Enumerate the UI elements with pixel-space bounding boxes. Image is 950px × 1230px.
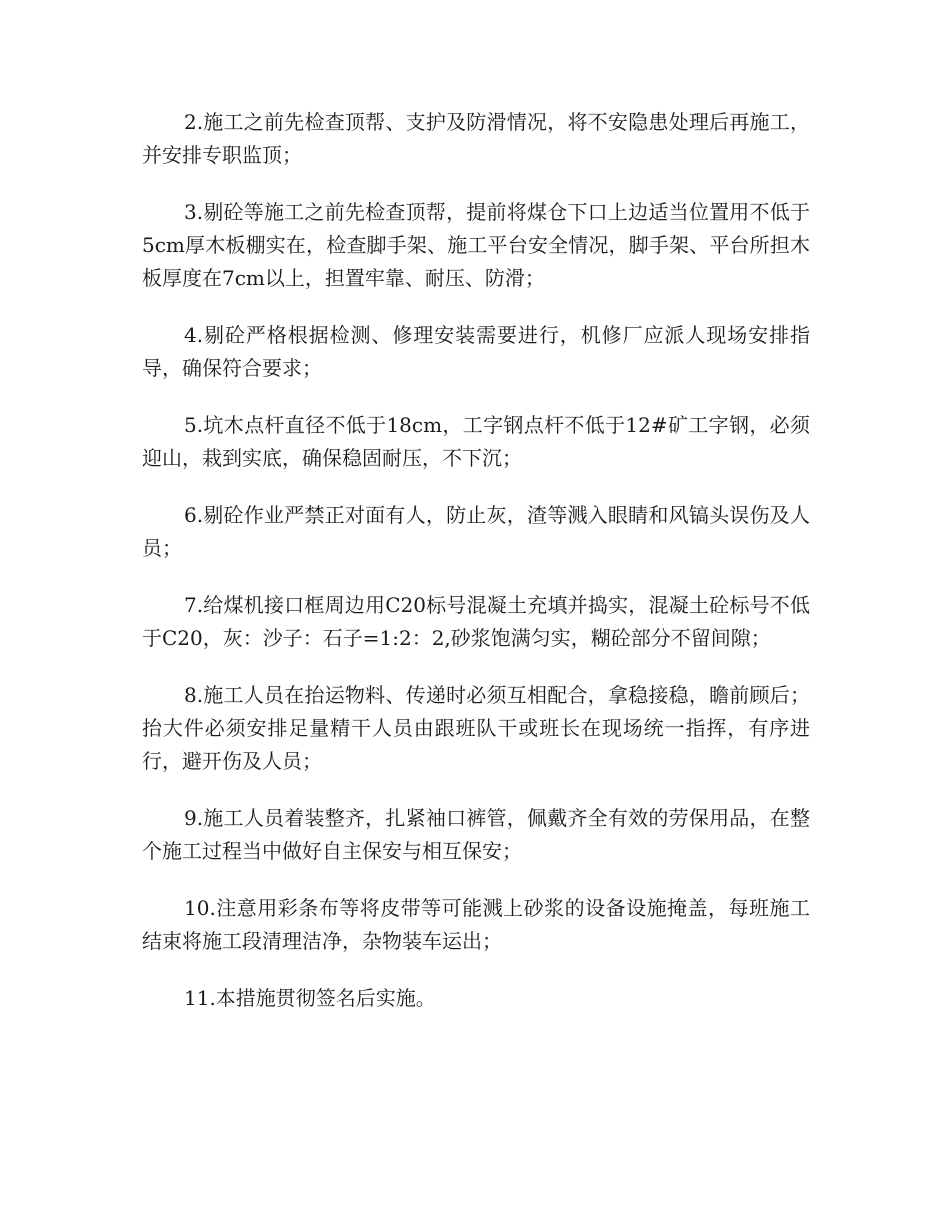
measure-item-6: 6.剔砼作业严禁正对面有人，防止灰，渣等溅入眼睛和风镐头误伤及人员； — [142, 503, 810, 560]
measure-item-5: 5.坑木点杆直径不低于18cm，工字钢点杆不低于12#矿工字钢，必须迎山，栽到实底，确保稳固耐压，不下沉； — [142, 413, 810, 470]
measure-item-2: 2.施工之前先检查顶帮、支护及防滑情况，将不安隐患处理后再施工，并安排专职监顶； — [142, 110, 810, 167]
measure-item-10: 10.注意用彩条布等将皮带等可能溅上砂浆的设备设施掩盖，每班施工结束将施工段清理洁净，杂物装车运出； — [142, 896, 810, 953]
measure-item-11: 11.本措施贯彻签名后实施。 — [184, 986, 436, 1010]
document-page — [142, 106, 810, 1015]
measure-item-9: 9.施工人员着装整齐，扎紧袖口裤管，佩戴齐全有效的劳保用品，在整个施工过程当中做好自主保安与相互保安； — [142, 806, 810, 863]
measure-item-7: 7.给煤机接口框周边用C20标号混凝土充填并捣实，混凝土砼标号不低于C20，灰：沙子：石子=1:2：2,砂浆饱满匀实，糊砼部分不留间隙； — [142, 593, 810, 650]
measure-item-3: 3.剔砼等施工之前先检查顶帮，提前将煤仓下口上边适当位置用不低于5cm厚木板棚实在，检查脚手架、施工平台安全情况，脚手架、平台所担木板厚度在7cm以上，担置牢靠、耐压、防滑； — [142, 200, 810, 290]
measure-item-8: 8.施工人员在抬运物料、传递时必须互相配合，拿稳接稳，瞻前顾后；抬大件必须安排足量精干人员由跟班队干或班长在现场统一指挥，有序进行，避开伤及人员； — [142, 683, 810, 773]
measure-item-4: 4.剔砼严格根据检测、修理安装需要进行，机修厂应派人现场安排指导，确保符合要求； — [142, 323, 810, 380]
